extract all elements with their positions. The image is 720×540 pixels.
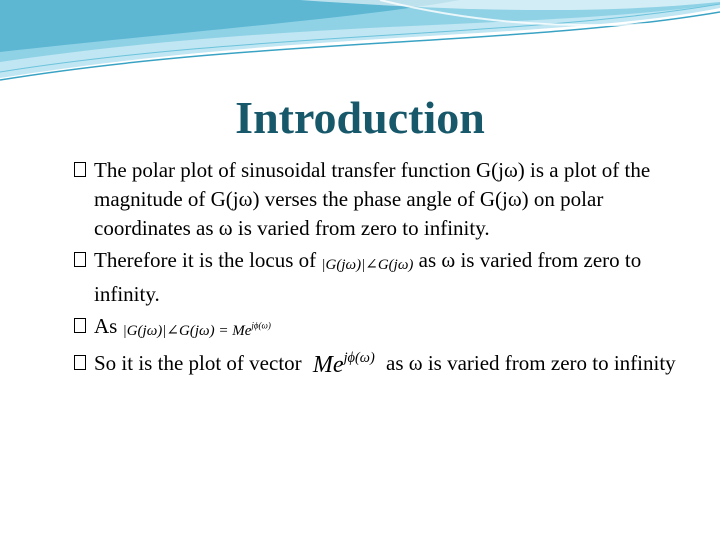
polar-equation-exponent: jϕ(ω)	[251, 320, 271, 331]
vector-expression	[313, 351, 375, 380]
slide-title: Introduction	[235, 92, 485, 143]
bullet-item	[74, 246, 694, 309]
polar-equation-base: |G(jω)|∠G(jω) = Me	[122, 323, 252, 339]
bullet-list	[74, 156, 694, 383]
bullet-text: as ω is varied from zero to infinity	[380, 351, 676, 375]
bullet-box-icon	[74, 355, 86, 370]
bullet-box-icon	[74, 318, 86, 333]
bullet-item	[74, 156, 694, 243]
bullet-box-icon	[74, 162, 86, 177]
bullet-text: The polar plot of sinusoidal transfer function G(jω) is a plot of the magnitude of G(jω) verses the phase angle of G(jω) on polar coordinates as ω is varied from zero to infinity.	[94, 158, 651, 240]
bullet-text: Therefore it is the locus of	[94, 248, 322, 272]
header-swoosh-icon	[0, 0, 720, 90]
vector-expression-exponent: jϕ(ω)	[343, 349, 375, 366]
polar-equation	[123, 317, 271, 346]
bullet-text: As	[94, 314, 123, 338]
bullet-box-icon	[74, 252, 86, 267]
bullet-text: So it is the plot of vector	[94, 351, 307, 375]
bullet-text: as ω is varied from zero to infinity.	[94, 248, 642, 306]
bullet-item	[74, 312, 694, 346]
bullet-item	[74, 349, 694, 380]
magnitude-phase-expression: |G(jω)|∠G(jω)	[321, 257, 414, 273]
vector-expression-base: Me	[312, 352, 344, 378]
